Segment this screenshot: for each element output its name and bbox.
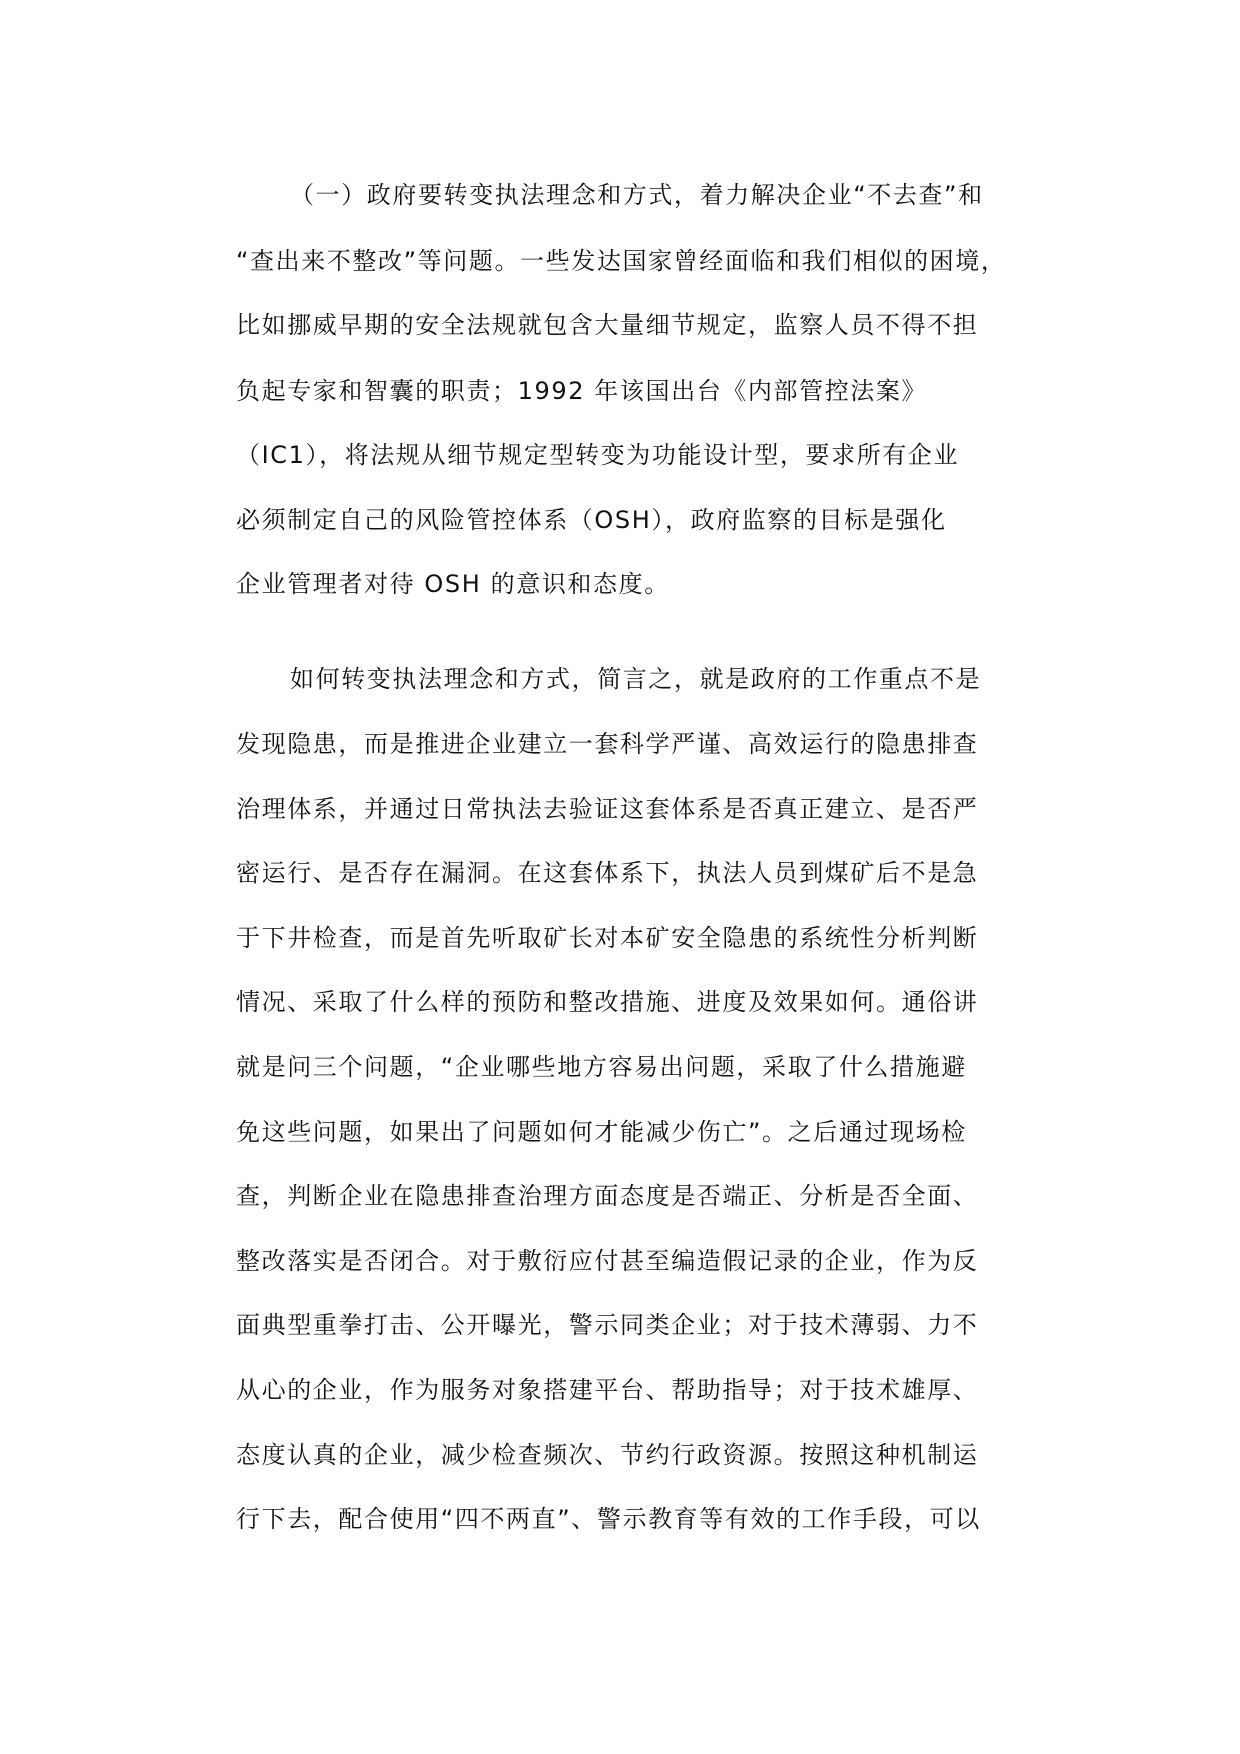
paragraph-2-line-10: 整改落实是否闭合。对于敷衍应付甚至编造假记录的企业，作为反 — [236, 1247, 979, 1275]
paragraph-2-line-3: 治理体系，并通过日常执法去验证这套体系是否真正建立、是否严 — [236, 795, 979, 823]
paragraph-2-line-2: 发现隐患，而是推进企业建立一套科学严谨、高效运行的隐患排查 — [236, 730, 979, 758]
paragraph-2-line-4: 密运行、是否存在漏洞。在这套体系下，执法人员到煤矿后不是急 — [236, 859, 979, 887]
paragraph-2-line-8: 免这些问题，如果出了问题如何才能减少伤亡”。之后通过现场检 — [236, 1118, 967, 1146]
paragraph-1-line-2: “查出来不整改”等问题。一些发达国家曾经面临和我们相似的困境， — [236, 247, 1007, 275]
paragraph-2-line-6: 情况、采取了什么样的预防和整改措施、进度及效果如何。通俗讲 — [236, 988, 979, 1016]
paragraph-1-line-6: 必须制定自己的风险管控体系（OSH），政府监察的目标是强化 — [236, 506, 947, 534]
paragraph-1-line-7: 企业管理者对待 OSH 的意识和态度。 — [236, 570, 670, 598]
paragraph-1-line-3: 比如挪威早期的安全法规就包含大量细节规定，监察人员不得不担 — [236, 311, 979, 339]
paragraph-1-line-1: （一）政府要转变执法理念和方式，着力解决企业“不去查”和 — [290, 181, 984, 209]
paragraph-2-line-9: 查，判断企业在隐患排查治理方面态度是否端正、分析是否全面、 — [236, 1182, 979, 1210]
paragraph-2-line-14: 行下去，配合使用“四不两直”、警示教育等有效的工作手段，可以 — [236, 1505, 981, 1533]
paragraph-2-line-13: 态度认真的企业，减少检查频次、节约行政资源。按照这种机制运 — [236, 1441, 979, 1469]
paragraph-2-line-1: 如何转变执法理念和方式，简言之，就是政府的工作重点不是 — [290, 665, 982, 693]
paragraph-1-line-4: 负起专家和智囊的职责；1992 年该国出台《内部管控法案》 — [236, 377, 928, 405]
paragraph-2-line-12: 从心的企业，作为服务对象搭建平台、帮助指导；对于技术雄厚、 — [236, 1376, 979, 1404]
paragraph-2-line-11: 面典型重拳打击、公开曝光，警示同类企业；对于技术薄弱、力不 — [236, 1311, 979, 1339]
paragraph-2-line-5: 于下井检查，而是首先听取矿长对本矿安全隐患的系统性分析判断 — [236, 924, 979, 952]
paragraph-2-line-7: 就是问三个问题，“企业哪些地方容易出问题，采取了什么措施避 — [236, 1053, 967, 1081]
paragraph-1-line-5: （IC1），将法规从细节规定型转变为功能设计型，要求所有企业 — [236, 441, 960, 469]
